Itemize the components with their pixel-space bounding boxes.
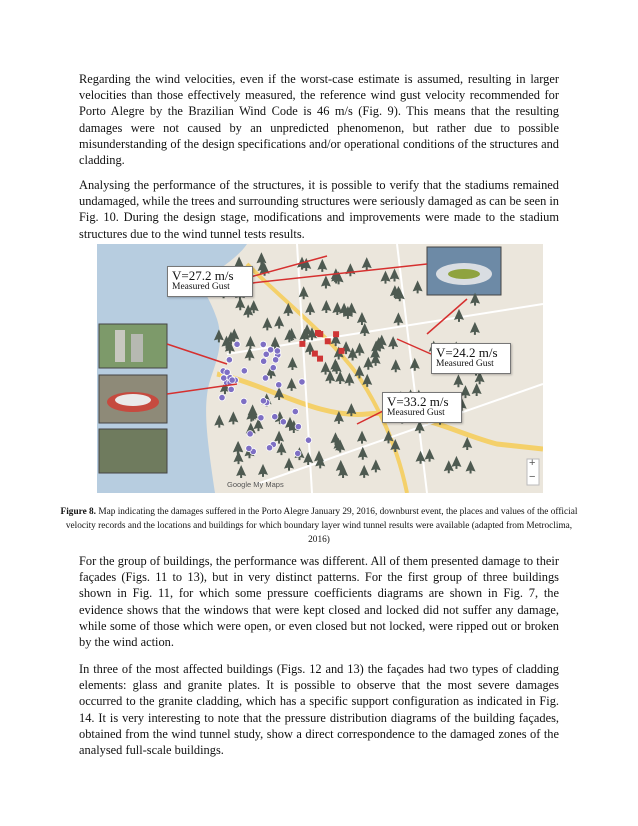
building-icon — [226, 357, 232, 363]
zoom-out-button[interactable]: − — [529, 471, 536, 483]
google-maps-credit: Google My Maps — [227, 480, 284, 489]
velocity-callout-2 — [431, 343, 511, 374]
building-icon — [234, 341, 240, 347]
aerial-photo — [99, 429, 167, 473]
building-icon — [246, 445, 252, 451]
building-icon — [299, 379, 305, 385]
caption-text: Map indicating the damages suffered in the Porto Alegre January 29, 2016, downburst event, the places and values of the official velocity records and the locations and buildings for which boundary layer wind tunnel results were available (adapted from Metroclima, 2016) — [65, 507, 578, 545]
damage-icon — [317, 356, 323, 362]
velocity-callout-1 — [167, 266, 253, 297]
damage-icon — [299, 341, 305, 347]
building-icon — [270, 364, 276, 370]
damage-icon — [325, 338, 331, 344]
building-icon — [276, 382, 282, 388]
zoom-in-button[interactable]: + — [529, 457, 536, 469]
building-icon — [260, 358, 266, 364]
building-icon — [295, 423, 301, 429]
building-icon — [228, 386, 234, 392]
building-icon — [258, 415, 264, 421]
building-icon — [292, 408, 298, 414]
damage-icon — [315, 330, 321, 336]
building-icon — [295, 450, 301, 456]
building-icon — [241, 368, 247, 374]
building-icon — [221, 375, 227, 381]
velocity-callout-3 — [382, 392, 462, 423]
callout-velocity-value: V=27.2 m/s — [172, 268, 234, 283]
caption-label: Figure 8. — [60, 507, 97, 517]
building-icon — [266, 445, 272, 451]
damage-map-figure — [97, 244, 543, 493]
damage-icon — [333, 331, 339, 337]
callout-velocity-label: Measured Gust — [436, 358, 494, 369]
building-icon — [260, 398, 266, 404]
callout-velocity-value: V=33.2 m/s — [387, 394, 449, 409]
building-icon — [262, 375, 268, 381]
building-icon — [219, 394, 225, 400]
callout-velocity-value: V=24.2 m/s — [436, 345, 498, 360]
building-icon — [272, 414, 278, 420]
damage-icon — [339, 348, 345, 354]
building-icon — [274, 348, 280, 354]
building-icon — [241, 398, 247, 404]
building-icon — [224, 369, 230, 375]
callout-velocity-label: Measured Gust — [172, 281, 230, 292]
building-icon — [280, 419, 286, 425]
callout-velocity-label: Measured Gust — [387, 407, 445, 418]
paragraph-building-performance: For the group of buildings, the performance was different. All of them presented damage to their façades (Figs. 11 to 13), but in very distinct patterns. For the first group of three buildings shown in Fig. 11, for which some pressure coefficients diagrams are shown in Fig. 7, the evidence shows that the windows that were kept closed and locked did not suffer any damage, while some of those which were open, or even closed but not locked, were ripped out or broken by the wind action. — [79, 554, 559, 650]
building-icon — [272, 357, 278, 363]
building-icon — [260, 341, 266, 347]
building-icon — [229, 377, 235, 383]
building-icon — [247, 431, 253, 437]
paragraph-stadium-performance: Analysing the performance of the structures, it is possible to verify that the stadiums remained undamaged, while the trees and surrounding structures were seriously damaged as can be seen in Fig. 10. During the design stage, modifications and improvements were made to the stadium structures due to the wind tunnel tests results. — [79, 178, 559, 241]
building-icon — [305, 437, 311, 443]
damage-icon — [312, 351, 318, 357]
figure-caption — [60, 505, 578, 547]
paragraph-wind-velocities: Regarding the wind velocities, even if the worst-case estimate is assumed, resulting in larger velocities than those effectively measured, the reference wind gust velocity recommended for Porto Alegre by the Brazilian Wind Code is 46 m/s (Fig. 9). This means that the resulting damages were not caused by an unpredicted phenomenon, but rather due to possible misunderstanding of the design specifications and/or operational conditions of the structures and cladding. — [79, 72, 559, 168]
building-icon — [263, 351, 269, 357]
paragraph-cladding-damage: In three of the most affected buildings (Figs. 12 and 13) the façades had two types of cladding elements: glass and granite plates. It is possible to observe that the most severe damages occurred to the granite cladding, which has a specific support configuration as indicated in Fig. 14. It is very interesting to note that the pressure distribution diagrams of the building façades, obtained from the wind tunnel study, show a direct correspondence to the damaged zones of the analysed full-scale buildings. — [79, 662, 559, 758]
